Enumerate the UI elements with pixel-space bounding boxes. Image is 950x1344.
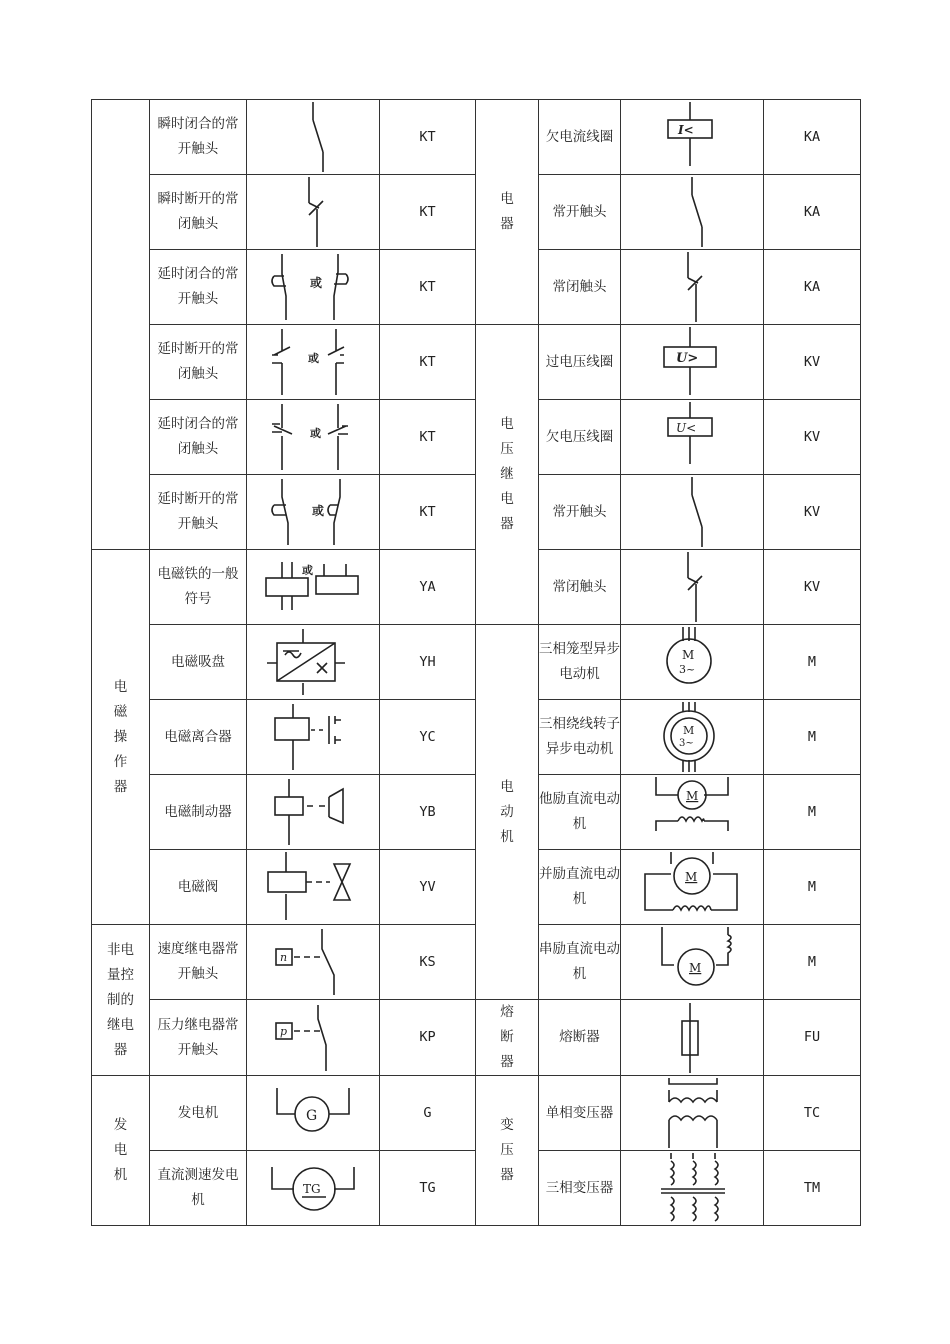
- shunt-dc-motor-icon: [621, 850, 763, 924]
- right-category-label-line: 电: [500, 191, 514, 207]
- left-name-cell: 电磁阀: [150, 850, 247, 925]
- left-code-cell: YH: [380, 625, 476, 700]
- left-name-cell: 电磁吸盘: [150, 625, 247, 700]
- right-symbol-cell: [621, 625, 764, 700]
- right-code-cell: M: [764, 850, 861, 925]
- svg-text:G: G: [306, 1108, 318, 1124]
- right-name-cell: 欠电流线圈: [539, 100, 621, 175]
- svg-text:3~: 3~: [679, 738, 694, 749]
- left-symbol-cell: [247, 1151, 380, 1226]
- right-symbol-cell: [621, 1076, 764, 1151]
- name-line: 瞬时断开的常: [157, 191, 239, 207]
- right-name-cell: [539, 850, 621, 925]
- left-symbol-cell: [247, 625, 380, 700]
- left-code-cell: YA: [380, 550, 476, 625]
- left-code-cell: KT: [380, 325, 476, 400]
- left-category-label-line: 磁: [113, 703, 128, 720]
- svg-text:或: 或: [312, 504, 325, 518]
- right-code-cell: KA: [764, 250, 861, 325]
- right-category-label-line: 压: [500, 1142, 514, 1158]
- name-line: 三相笼型异步: [539, 641, 620, 657]
- left-symbol-cell: [247, 925, 380, 1000]
- right-category-label-line: 熔: [500, 1004, 514, 1020]
- name-line: 他励直流电动: [539, 791, 620, 807]
- left-code-cell: G: [380, 1076, 476, 1151]
- right-name-cell: [539, 775, 621, 850]
- name-line: 异步电动机: [545, 741, 614, 757]
- right-symbol-cell: [621, 925, 764, 1000]
- wound-rotor-motor-icon: [621, 700, 763, 774]
- name-line: 速度继电器常: [157, 941, 239, 957]
- overvoltage-coil-icon: [621, 325, 763, 399]
- left-name-cell: 发电机: [150, 1076, 247, 1151]
- name-line: 延时闭合的常: [157, 266, 239, 282]
- name-line: 瞬时闭合的常: [157, 116, 239, 132]
- svg-text:M: M: [689, 961, 702, 975]
- right-category-label-line: 器: [500, 216, 514, 232]
- table-row: [92, 325, 861, 400]
- name-line: 延时断开的常: [157, 341, 239, 357]
- right-code-cell: KV: [764, 475, 861, 550]
- table-row: [92, 100, 861, 175]
- left-symbol-cell: [247, 100, 380, 175]
- right-name-cell: 三相变压器: [539, 1151, 621, 1226]
- right-category-label-line: 继: [500, 466, 514, 482]
- left-code-cell: KP: [380, 1000, 476, 1076]
- right-name-cell: 过电压线圈: [539, 325, 621, 400]
- svg-text:U<: U<: [676, 421, 697, 435]
- right-category-label-line: 电: [500, 491, 514, 507]
- right-code-cell: M: [764, 775, 861, 850]
- left-code-cell: YV: [380, 850, 476, 925]
- left-name-cell: [150, 250, 247, 325]
- left-category-label-line: 量控: [107, 966, 134, 983]
- svg-text:或: 或: [302, 564, 313, 577]
- left-symbol-cell: [247, 550, 380, 625]
- left-category-cell: [92, 550, 150, 925]
- right-code-cell: FU: [764, 1000, 861, 1076]
- right-symbol-cell: [621, 550, 764, 625]
- undervoltage-coil-icon: [621, 400, 763, 474]
- left-symbol-cell: [247, 250, 380, 325]
- name-line: 机: [572, 891, 587, 907]
- svg-text:M: M: [686, 789, 699, 803]
- right-symbol-cell: [621, 100, 764, 175]
- left-category-label-line: 操: [113, 728, 128, 745]
- undercurrent-coil-icon: [621, 100, 763, 174]
- three-phase-transformer-icon: [621, 1151, 763, 1225]
- left-name-cell: [150, 1000, 247, 1076]
- magnetic-clutch-icon: [247, 700, 379, 774]
- tachogenerator-icon: [247, 1151, 379, 1225]
- svg-text:I<: I<: [678, 123, 694, 137]
- right-category-label-line: 变: [500, 1117, 514, 1133]
- left-code-cell: KT: [380, 250, 476, 325]
- name-line: 开触头: [177, 966, 219, 982]
- name-line: 延时闭合的常: [157, 416, 239, 432]
- left-category-label-line: 电: [113, 1142, 128, 1158]
- right-name-cell: 欠电压线圈: [539, 400, 621, 475]
- name-line: 机: [572, 966, 587, 982]
- delay-open-no-contact-icon: [247, 475, 379, 549]
- svg-text:或: 或: [310, 427, 321, 440]
- fuse-icon: [621, 1001, 763, 1075]
- left-symbol-cell: [247, 775, 380, 850]
- no-contact-icon: [621, 175, 763, 249]
- name-line: 直流测速发电: [157, 1167, 239, 1183]
- right-code-cell: M: [764, 625, 861, 700]
- left-category-label-line: 器: [113, 778, 128, 795]
- right-category-label-line: 压: [500, 441, 514, 457]
- nc-contact-icon: [621, 550, 763, 624]
- right-name-cell: [539, 925, 621, 1000]
- name-line: 延时断开的常: [157, 491, 239, 507]
- svg-text:p: p: [280, 1024, 288, 1038]
- name-line: 机: [191, 1192, 205, 1208]
- name-line: 开触头: [177, 1041, 219, 1058]
- nc-contact-icon: [247, 175, 379, 249]
- left-name-cell: [150, 175, 247, 250]
- left-symbol-cell: [247, 475, 380, 550]
- left-name-cell: [150, 1151, 247, 1226]
- right-symbol-cell: [621, 175, 764, 250]
- right-code-cell: KV: [764, 325, 861, 400]
- right-category-label-line: 电: [500, 778, 514, 795]
- left-code-cell: KT: [380, 400, 476, 475]
- svg-text:U>: U>: [676, 351, 699, 366]
- right-category-label-line: 动: [500, 803, 514, 820]
- right-category-label-line: 断: [500, 1029, 514, 1045]
- left-category-label-line: 制的: [107, 991, 134, 1008]
- left-category-cell: [92, 1076, 150, 1226]
- right-code-cell: KV: [764, 400, 861, 475]
- single-phase-transformer-icon: [621, 1076, 763, 1150]
- right-category-cell: [476, 1000, 539, 1076]
- left-symbol-cell: [247, 400, 380, 475]
- left-code-cell: KT: [380, 175, 476, 250]
- solenoid-valve-icon: [247, 850, 379, 924]
- left-category-label-line: 器: [113, 1041, 128, 1058]
- svg-text:TG: TG: [303, 1182, 321, 1196]
- left-name-cell: 电磁制动器: [150, 775, 247, 850]
- series-dc-motor-icon: [621, 925, 763, 999]
- left-code-cell: KT: [380, 100, 476, 175]
- right-name-cell: 常闭触头: [539, 250, 621, 325]
- right-symbol-cell: [621, 400, 764, 475]
- left-symbol-cell: [247, 1076, 380, 1151]
- no-contact-icon: [621, 475, 763, 549]
- name-line: 三相绕线转子: [539, 716, 620, 732]
- left-category-label-line: 电: [113, 678, 128, 695]
- left-name-cell: [150, 925, 247, 1000]
- left-symbol-cell: [247, 175, 380, 250]
- right-code-cell: KV: [764, 550, 861, 625]
- right-category-cell: [476, 100, 539, 325]
- right-code-cell: KA: [764, 175, 861, 250]
- right-name-cell: 常闭触头: [539, 550, 621, 625]
- electromagnet-icon: [247, 550, 379, 624]
- symbol-table: [91, 99, 861, 1226]
- right-symbol-cell: [621, 325, 764, 400]
- pressure-relay-contact-icon: [247, 1001, 379, 1075]
- svg-text:M: M: [685, 870, 698, 884]
- right-code-cell: KA: [764, 100, 861, 175]
- left-code-cell: YC: [380, 700, 476, 775]
- right-symbol-cell: [621, 700, 764, 775]
- right-category-label-line: 器: [500, 516, 514, 532]
- right-name-cell: 常开触头: [539, 475, 621, 550]
- name-line: 串励直流电动: [539, 941, 620, 957]
- name-line: 电动机: [559, 666, 600, 682]
- squirrel-cage-motor-icon: [621, 625, 763, 699]
- no-contact-icon: [247, 100, 379, 174]
- table-row: [92, 1000, 861, 1076]
- right-category-label-line: 机: [500, 828, 514, 845]
- left-name-cell: [150, 400, 247, 475]
- svg-text:或: 或: [310, 276, 323, 290]
- left-symbol-cell: [247, 700, 380, 775]
- left-category-cell: [92, 925, 150, 1076]
- left-code-cell: KS: [380, 925, 476, 1000]
- speed-relay-contact-icon: [247, 925, 379, 999]
- delay-open-nc-contact-icon: [247, 325, 379, 399]
- left-name-cell: [150, 100, 247, 175]
- name-line: 并励直流电动: [539, 866, 620, 882]
- right-symbol-cell: [621, 775, 764, 850]
- generator-icon: [247, 1076, 379, 1150]
- svg-text:M: M: [682, 648, 695, 662]
- table-row: [92, 1076, 861, 1151]
- right-code-cell: TM: [764, 1151, 861, 1226]
- right-symbol-cell: [621, 475, 764, 550]
- right-symbol-cell: [621, 1000, 764, 1076]
- left-code-cell: KT: [380, 475, 476, 550]
- left-category-label-line: 机: [113, 1167, 128, 1183]
- right-category-label-line: 电: [500, 416, 514, 432]
- right-symbol-cell: [621, 1151, 764, 1226]
- right-name-cell: [539, 700, 621, 775]
- table-row: [92, 625, 861, 700]
- separately-excited-dc-motor-icon: [621, 775, 763, 849]
- right-category-cell: [476, 625, 539, 1000]
- name-line: 压力继电器常: [157, 1016, 239, 1033]
- left-category-label-line: 继电: [107, 1016, 134, 1033]
- name-line: 符号: [184, 591, 212, 607]
- right-code-cell: TC: [764, 1076, 861, 1151]
- name-line: 电磁铁的一般: [157, 566, 239, 582]
- name-line: 机: [572, 816, 587, 832]
- magnetic-chuck-icon: [247, 625, 379, 699]
- name-line: 闭触头: [177, 441, 219, 457]
- left-category-label-line: 作: [113, 753, 128, 770]
- magnetic-brake-icon: [247, 775, 379, 849]
- name-line: 开触头: [177, 291, 219, 307]
- right-category-cell: [476, 1076, 539, 1226]
- left-symbol-cell: [247, 1000, 380, 1076]
- right-symbol-cell: [621, 850, 764, 925]
- left-name-cell: [150, 475, 247, 550]
- svg-text:M: M: [683, 724, 695, 737]
- right-category-cell: [476, 325, 539, 625]
- right-code-cell: M: [764, 925, 861, 1000]
- right-code-cell: M: [764, 700, 861, 775]
- delay-close-nc-contact-icon: [247, 400, 379, 474]
- name-line: 闭触头: [177, 366, 219, 382]
- left-name-cell: [150, 550, 247, 625]
- right-category-label-line: 器: [500, 1054, 514, 1070]
- left-name-cell: [150, 325, 247, 400]
- name-line: 闭触头: [177, 216, 219, 232]
- left-code-cell: YB: [380, 775, 476, 850]
- left-code-cell: TG: [380, 1151, 476, 1226]
- nc-contact-icon: [621, 250, 763, 324]
- left-category-label-line: 非电: [107, 941, 134, 958]
- right-name-cell: 单相变压器: [539, 1076, 621, 1151]
- left-symbol-cell: [247, 325, 380, 400]
- delay-close-no-contact-icon: [247, 250, 379, 324]
- right-name-cell: [539, 625, 621, 700]
- left-symbol-cell: [247, 850, 380, 925]
- right-symbol-cell: [621, 250, 764, 325]
- name-line: 开触头: [177, 141, 219, 157]
- name-line: 开触头: [177, 516, 219, 532]
- right-name-cell: 熔断器: [539, 1000, 621, 1076]
- svg-text:3~: 3~: [679, 663, 696, 676]
- left-name-cell: 电磁离合器: [150, 700, 247, 775]
- left-category-label-line: 发: [113, 1117, 128, 1133]
- right-name-cell: 常开触头: [539, 175, 621, 250]
- svg-text:或: 或: [308, 352, 319, 365]
- right-category-label-line: 器: [500, 1167, 514, 1183]
- svg-text:n: n: [280, 951, 288, 964]
- left-category-cell: [92, 100, 150, 550]
